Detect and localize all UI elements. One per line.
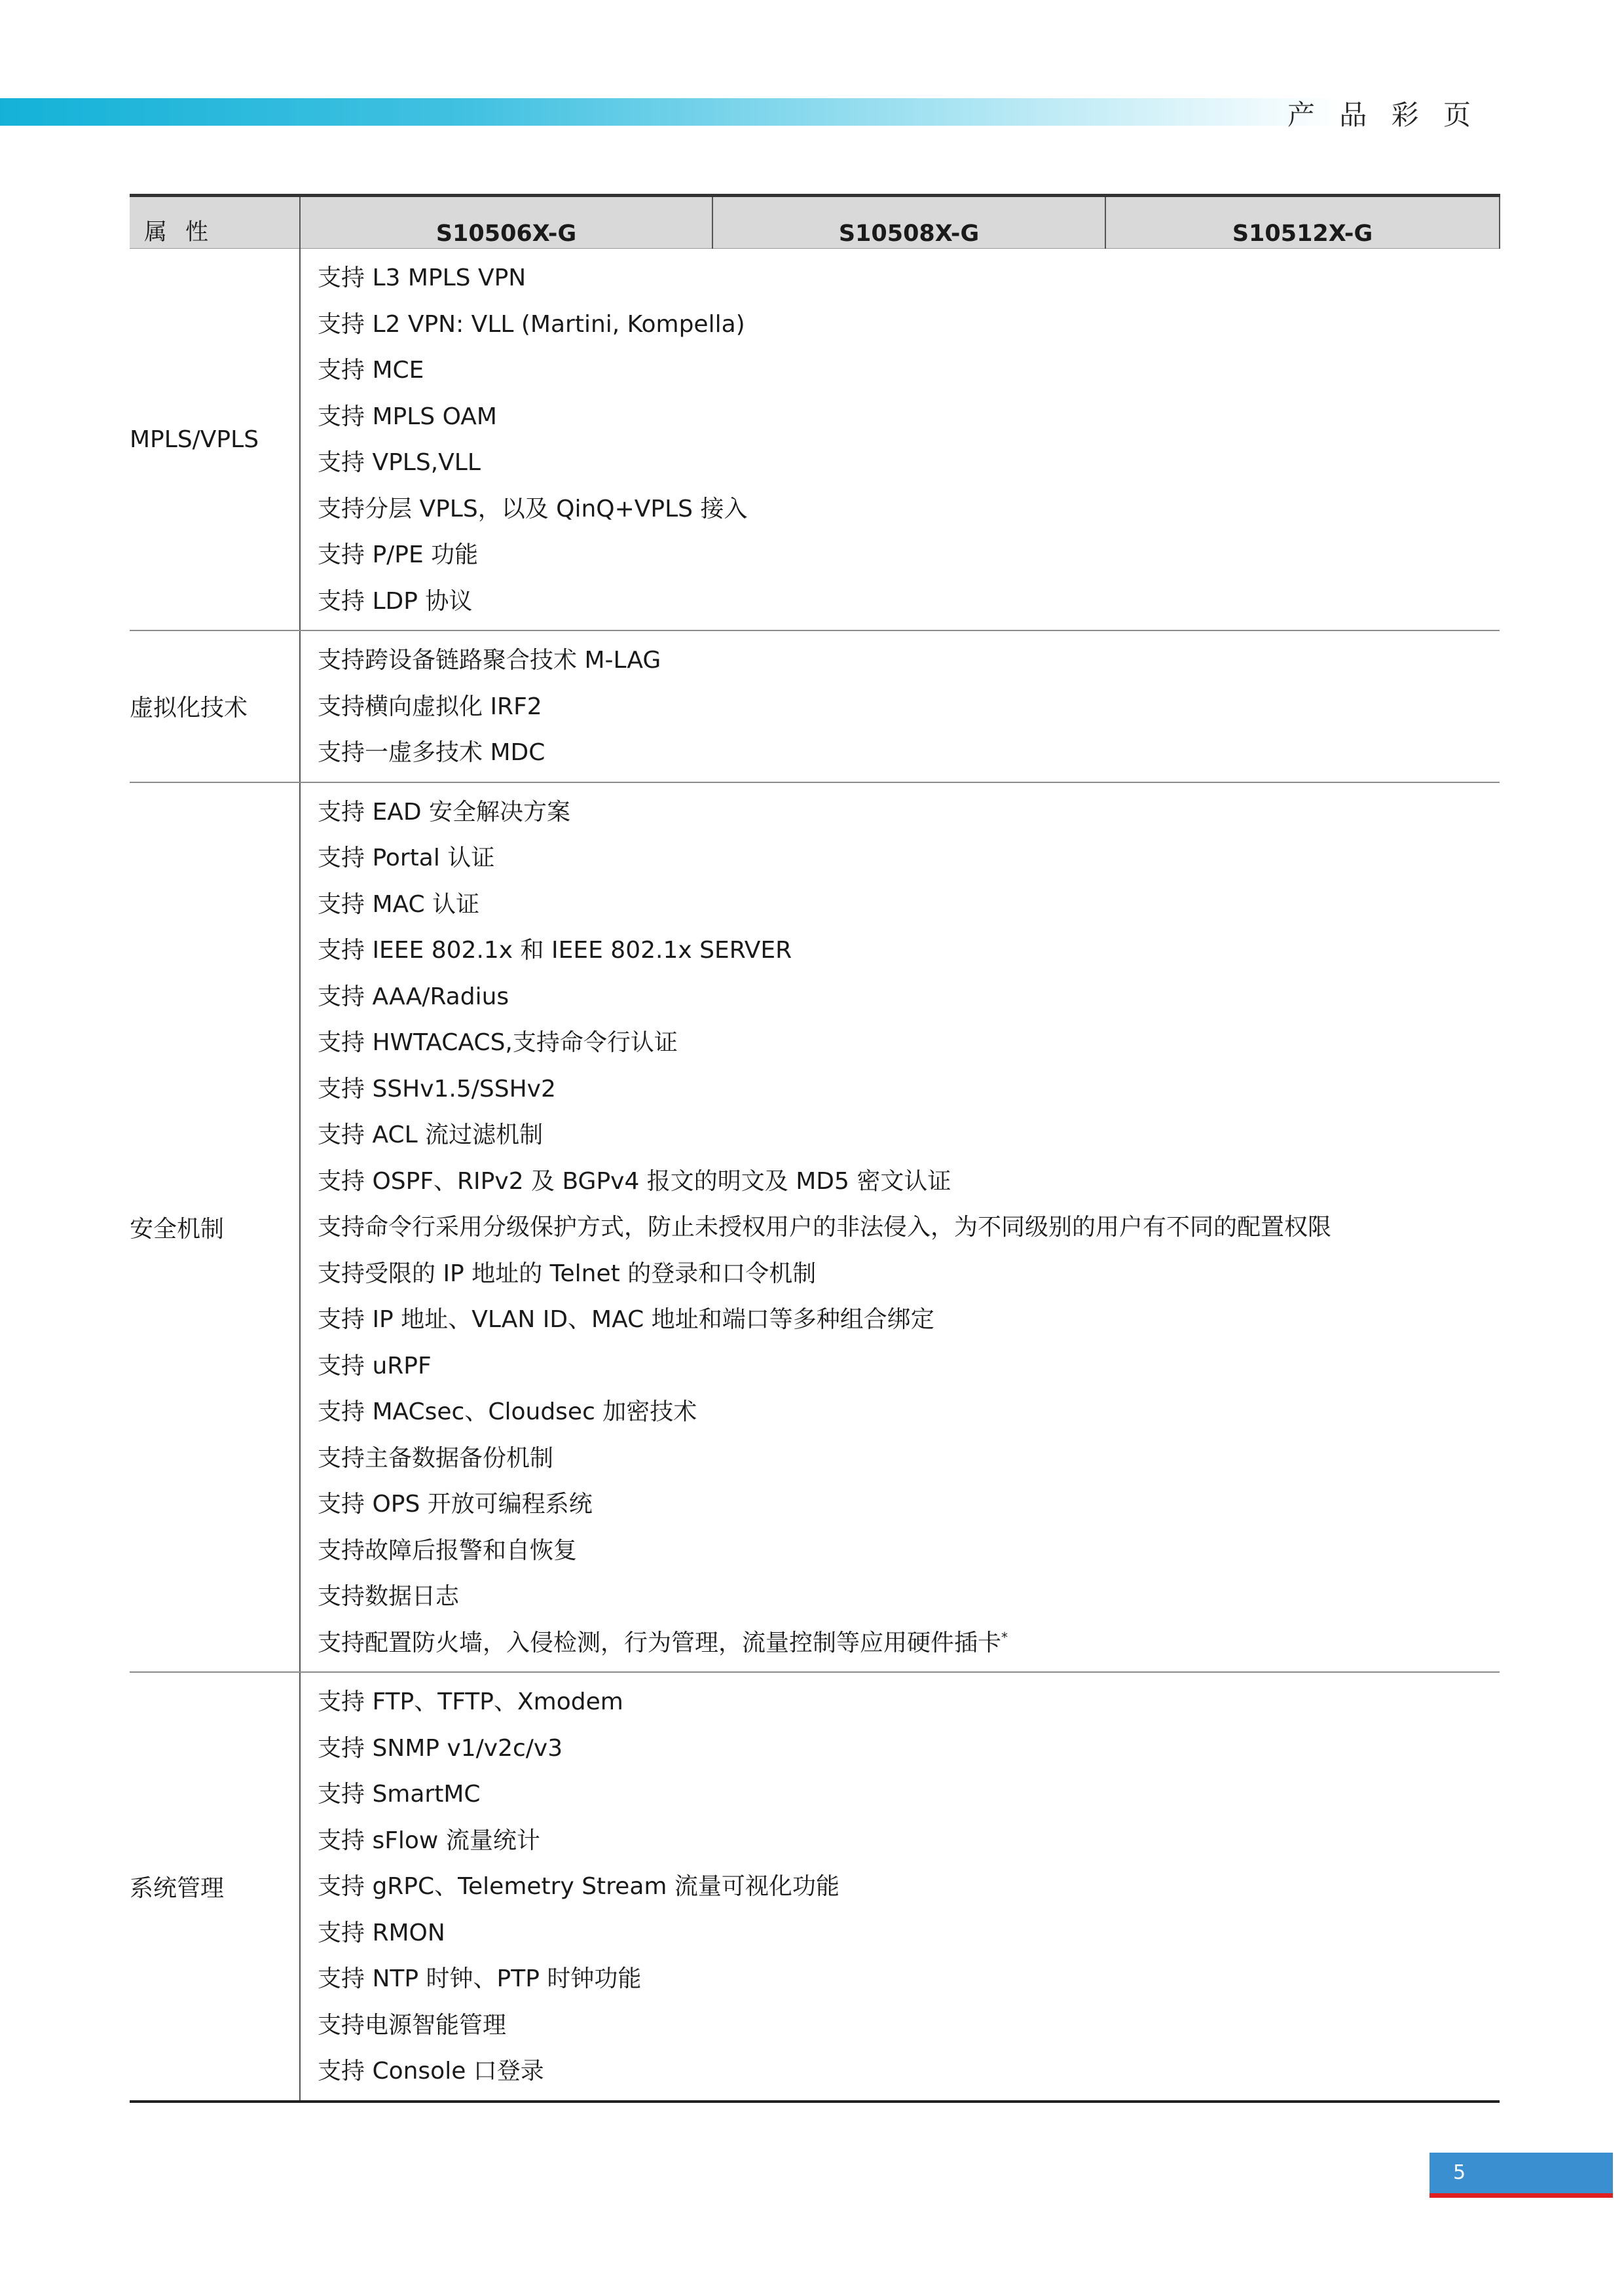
column-header-model-1: S10506X-G bbox=[300, 196, 712, 249]
page-number-underline bbox=[1430, 2193, 1613, 2198]
feature-item: 支持命令行采用分级保护方式，防止未授权用户的非法侵入，为不同级别的用户有不同的配置权限 bbox=[318, 1214, 1332, 1241]
column-header-model-2: S10508X-G bbox=[712, 196, 1105, 249]
feature-item: 支持分层 VPLS，以及 QinQ+VPLS 接入 bbox=[318, 495, 748, 522]
feature-item: 支持 OPS 开放可编程系统 bbox=[318, 1491, 593, 1518]
feature-cell bbox=[300, 630, 1500, 782]
feature-list bbox=[301, 783, 1500, 1672]
feature-item: 支持 MACsec、Cloudsec 加密技术 bbox=[318, 1398, 697, 1425]
feature-item: 支持 MCE bbox=[318, 357, 424, 384]
feature-item: 支持 MAC 认证 bbox=[318, 890, 480, 918]
table-row-mpls-vpls bbox=[130, 249, 1500, 631]
feature-list bbox=[301, 1673, 1500, 2100]
feature-item: 支持受限的 IP 地址的 Telnet 的登录和口令机制 bbox=[318, 1260, 817, 1287]
page-number: 5 bbox=[1430, 2153, 1613, 2193]
feature-item: 支持 ACL 流过滤机制 bbox=[318, 1121, 544, 1148]
feature-item: 支持横向虚拟化 IRF2 bbox=[318, 693, 542, 720]
footnote-mark: * bbox=[1001, 1629, 1008, 1645]
feature-item: 支持 L3 MPLS VPN bbox=[318, 264, 526, 291]
feature-item: 支持 RMON bbox=[318, 1919, 445, 1946]
feature-list bbox=[301, 249, 1500, 630]
feature-item: 支持 AAA/Radius bbox=[318, 983, 509, 1010]
feature-item: 支持 IP 地址、VLAN ID、MAC 地址和端口等多种组合绑定 bbox=[318, 1306, 934, 1333]
feature-item: 支持 sFlow 流量统计 bbox=[318, 1827, 540, 1854]
brochure-title: 产 品 彩 页 bbox=[1287, 99, 1479, 131]
feature-item: 支持故障后报警和自恢复 bbox=[318, 1537, 578, 1564]
feature-item: 支持 HWTACACS,支持命令行认证 bbox=[318, 1029, 678, 1056]
feature-item: 支持 uRPF bbox=[318, 1352, 432, 1379]
feature-item: 支持一虚多技术 MDC bbox=[318, 739, 545, 766]
feature-item: 支持电源智能管理 bbox=[318, 2011, 507, 2039]
spec-table bbox=[130, 194, 1500, 2103]
column-header-model-3: S10512X-G bbox=[1105, 196, 1500, 249]
feature-item: 支持 LDP 协议 bbox=[318, 587, 473, 615]
feature-item: 支持 Console 口登录 bbox=[318, 2058, 544, 2085]
feature-item: 支持 VPLS,VLL bbox=[318, 449, 481, 476]
feature-item: 支持数据日志 bbox=[318, 1583, 460, 1610]
feature-item: 支持 L2 VPN: VLL (Martini, Kompella) bbox=[318, 310, 745, 338]
feature-item: 支持 NTP 时钟、PTP 时钟功能 bbox=[318, 1965, 642, 1992]
category-cell: 系统管理 bbox=[130, 1672, 300, 2102]
feature-cell bbox=[300, 249, 1500, 631]
feature-item: 支持 SNMP v1/v2c/v3 bbox=[318, 1734, 563, 1762]
feature-item: 支持 SmartMC bbox=[318, 1781, 481, 1808]
feature-item: 支持 EAD 安全解决方案 bbox=[318, 798, 570, 826]
feature-item: 支持 gRPC、Telemetry Stream 流量可视化功能 bbox=[318, 1873, 840, 1900]
feature-cell bbox=[300, 782, 1500, 1673]
table-row-virtualization bbox=[130, 630, 1500, 782]
header-gradient-bar bbox=[0, 98, 1342, 126]
feature-item: 支持 MPLS OAM bbox=[318, 403, 497, 430]
feature-cell bbox=[300, 1672, 1500, 2102]
category-cell: 安全机制 bbox=[130, 782, 300, 1673]
feature-item: 支持 OSPF、RIPv2 及 BGPv4 报文的明文及 MD5 密文认证 bbox=[318, 1167, 951, 1195]
table-row-system-management bbox=[130, 1672, 1500, 2102]
feature-text: 支持配置防火墙，入侵检测，行为管理，流量控制等应用硬件插卡 bbox=[318, 1629, 1002, 1656]
feature-item: 支持 IEEE 802.1x 和 IEEE 802.1x SERVER bbox=[318, 937, 792, 964]
category-cell: 虚拟化技术 bbox=[130, 630, 300, 782]
feature-item: 支持 P/PE 功能 bbox=[318, 541, 479, 568]
category-cell: MPLS/VPLS bbox=[130, 249, 300, 631]
feature-item: 支持 Portal 认证 bbox=[318, 845, 495, 871]
table-header-row bbox=[130, 196, 1500, 249]
feature-item: 支持主备数据备份机制 bbox=[318, 1444, 554, 1472]
feature-list bbox=[301, 631, 1500, 782]
feature-item: 支持跨设备链路聚合技术 M-LAG bbox=[318, 647, 661, 674]
feature-item: 支持 FTP、TFTP、Xmodem bbox=[318, 1688, 623, 1715]
feature-item: 支持 SSHv1.5/SSHv2 bbox=[318, 1075, 556, 1102]
feature-item bbox=[318, 1620, 1500, 1667]
table-row-security bbox=[130, 782, 1500, 1673]
column-header-attribute: 属性 bbox=[130, 196, 300, 249]
